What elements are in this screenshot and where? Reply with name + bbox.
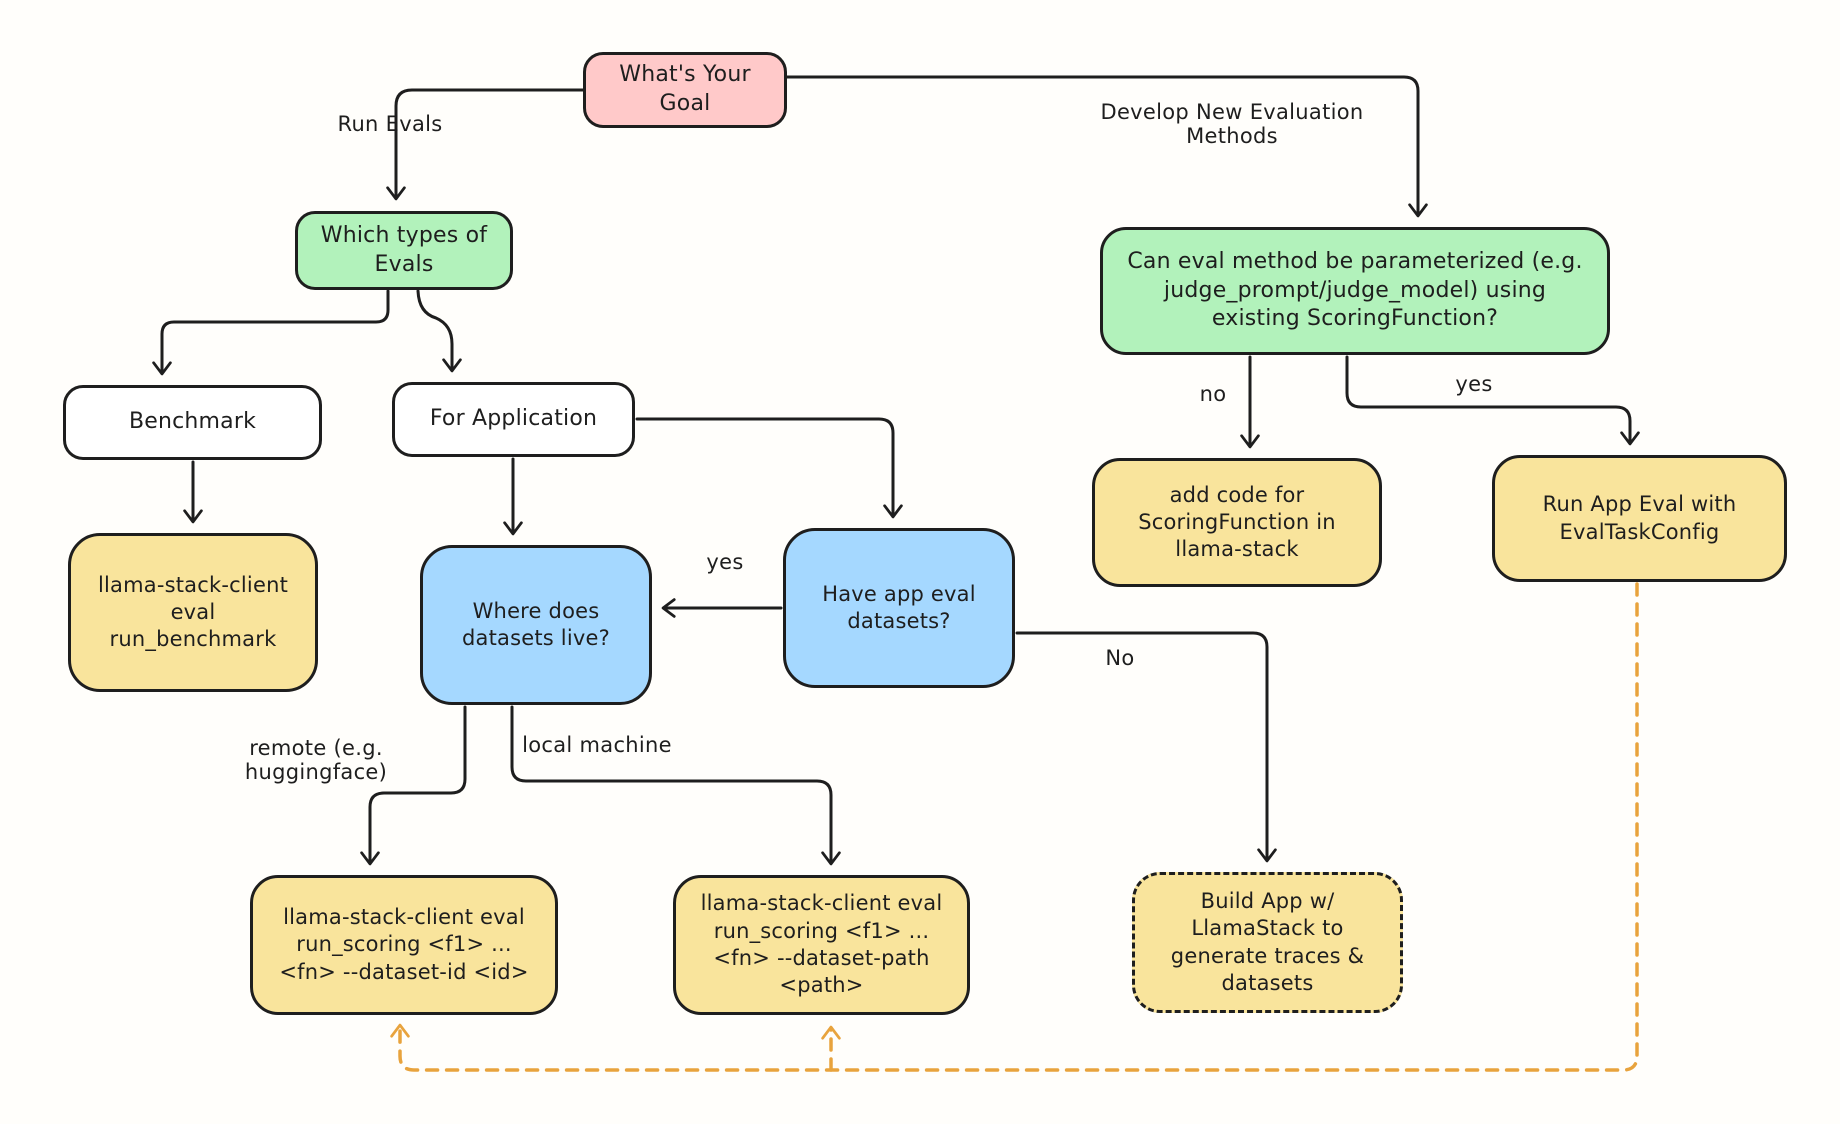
edge-label-develop-new-evaluation-methods: Develop New Evaluation Methods — [1100, 100, 1364, 148]
node-run-scoring-dataset-path-command: llama-stack-client eval run_scoring <f1> ... <fn> --dataset-path <path> — [673, 875, 970, 1015]
node-build-app-with-llamastack: Build App w/ LlamaStack to generate traces & datasets — [1132, 872, 1403, 1013]
node-can-eval-method-be-parameterized: Can eval method be parameterized (e.g. judge_prompt/judge_model) using existing ScoringFunction? — [1100, 227, 1610, 355]
edge-for-application-to-have-datasets — [637, 419, 893, 516]
edge-label-local-machine: local machine — [522, 733, 672, 757]
edge-label-no-parameterized: no — [1199, 382, 1227, 406]
edge-where-datasets-to-run-scoring-id — [370, 707, 465, 863]
edge-where-datasets-to-run-scoring-path — [512, 707, 831, 863]
node-run-benchmark-command: llama-stack-client eval run_benchmark — [68, 533, 318, 692]
edge-which-types-to-benchmark — [162, 291, 388, 373]
node-run-scoring-dataset-id-command: llama-stack-client eval run_scoring <f1> ... <fn> --dataset-id <id> — [250, 875, 558, 1015]
edge-label-yes-have-datasets: yes — [706, 550, 744, 574]
node-have-app-eval-datasets: Have app eval datasets? — [783, 528, 1015, 688]
node-for-application: For Application — [392, 382, 635, 457]
node-which-types-of-evals: Which types of Evals — [295, 211, 513, 290]
edge-goal-to-which-types — [396, 90, 583, 198]
node-whats-your-goal: What's Your Goal — [583, 52, 787, 128]
edge-label-yes-parameterized: yes — [1455, 372, 1493, 396]
edge-label-run-evals: Run Evals — [337, 112, 443, 136]
edge-label-no-have-datasets: No — [1105, 646, 1135, 670]
edge-label-remote-huggingface: remote (e.g. huggingface) — [244, 736, 388, 784]
edge-which-types-to-for-application — [418, 291, 452, 370]
node-add-code-for-scoringfunction: add code for ScoringFunction in llama-stack — [1092, 458, 1382, 587]
edge-can-param-yes-to-run-app-eval — [1347, 357, 1630, 443]
node-where-does-datasets-live: Where does datasets live? — [420, 545, 652, 705]
node-run-app-eval-with-evaltaskconfig: Run App Eval with EvalTaskConfig — [1492, 455, 1787, 582]
node-benchmark: Benchmark — [63, 385, 322, 460]
